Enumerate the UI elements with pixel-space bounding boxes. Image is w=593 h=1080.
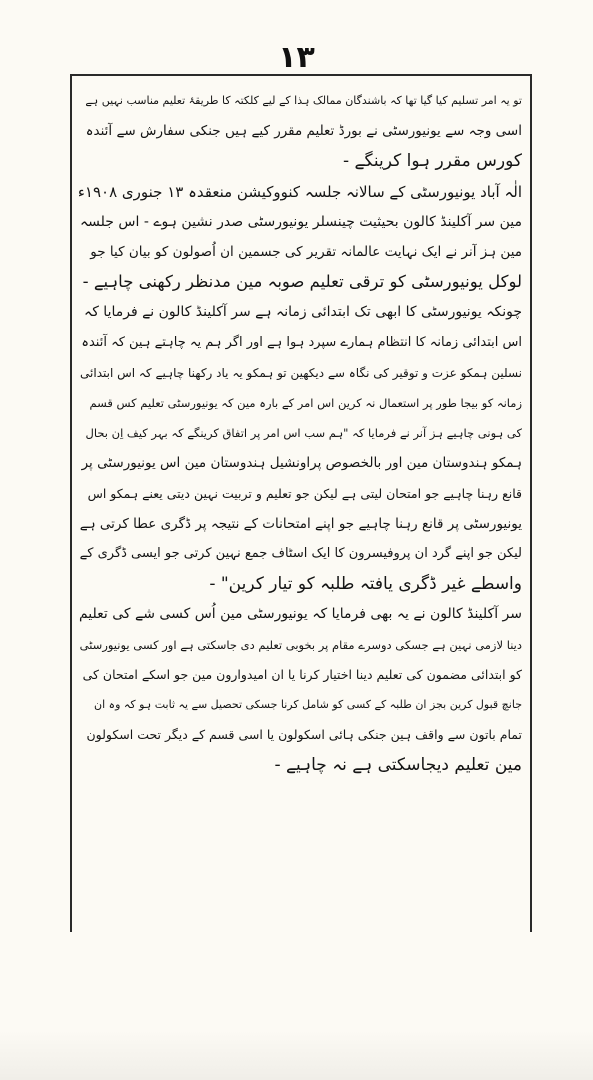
page-bottom-edge xyxy=(0,1030,593,1080)
text-line: ہمکو ہندوستان مین اور بالخصوص پراونشیل ہندوستان مین اس یونیورسٹی پر xyxy=(81,455,522,472)
text-line: کورس مقرر ہوا کرینگے - xyxy=(342,151,522,172)
text-line: یونیورسٹی پر قانع رہنا چاہیے جو اپنے امتحانات کے نتیجہ پر ڈگری عطا کرتی ہے xyxy=(79,515,522,532)
text-line: تمام باتون سے واقف ہین جنکی ہائی اسکولون یا اسی قسم کے دیگر تحت اسکولون xyxy=(86,727,522,743)
text-line: مین ہز آنر نے ایک نہایت عالمانہ تقریر کی جسمین ان اُصولون کو بیان کیا جو xyxy=(90,244,522,261)
paragraph xyxy=(76,297,522,599)
text-line: زمانہ کو بیجا طور پر استعمال نہ کرین اس امر کے بارہ مین کہ یونیورسٹی تعلیم کس قسم xyxy=(89,396,522,411)
text-line: مین تعلیم دیجاسکتی ہے نہ چاہیے - xyxy=(274,755,522,776)
text-line: چونکہ یونیورسٹی کا ابھی تک ابتدائی زمانہ ہے سر آکلینڈ کالون نے فرمایا کہ xyxy=(83,304,522,321)
paragraph xyxy=(76,86,522,177)
body-text xyxy=(76,86,522,781)
text-line: مین سر آکلینڈ کالون بحیثیت چینسلر یونیورسٹی صدر نشین ہوے - اس جلسہ xyxy=(79,213,522,230)
text-line: تو یہ امر تسلیم کیا گیا تھا کہ باشندگان ممالک ہذا کے لیے کلکتہ کا طریقۂ تعلیم مناسب نہیں ہے xyxy=(85,94,522,107)
text-line: قانع رہنا چاہیے جو امتحان لیتی ہے لیکن جو تعلیم و تربیت نہین دیتی یعنے ہمکو اس xyxy=(87,485,522,501)
text-line: لوکل یونیورسٹی کو ترقی تعلیم صوبہ مین مدنظر رکھنی چاہیے - xyxy=(82,272,522,292)
paragraph xyxy=(76,599,522,780)
text-line: لیکن جو اپنے گرد ان پروفیسرون کا ایک اسٹاف جمع نہین کرتی جو ایسی ڈگری کے xyxy=(79,546,522,562)
text-line: سر آکلینڈ کالون نے یہ بھی فرمایا کہ یونیورسٹی مین اُس کسی شے کی تعلیم xyxy=(78,606,522,623)
text-line: الٰہ آباد یونیورسٹی کے سالانہ جلسہ کنووکیشن منعقدہ ۱۳ جنوری ۱۹۰۸ء xyxy=(77,182,522,201)
text-line: کو ابتدائی مضمون کی تعلیم دینا اختیار کرنا یا ان امیدوارون مین جو اسکے امتحان کی xyxy=(82,666,522,682)
paragraph xyxy=(76,177,522,298)
text-line: جانچ قبول کرین بجز ان طلبہ کے کسی کو شامل کرنا جسکی تحصیل سے یہ ثابت ہو کہ وہ ان xyxy=(94,698,522,712)
text-line: کی ہونی چاہیے ہز آنر نے فرمایا کہ "ہم سب اس امر پر اتفاق کرینگے کہ بہر کیف اِن بحال xyxy=(85,426,522,441)
text-line: اسی وجہ سے یونیورسٹی نے بورڈ تعلیم مقرر کیے ہیں جنکی سفارش سے آئندہ xyxy=(85,123,522,140)
page-number: ١٣ xyxy=(278,40,315,75)
text-line: دینا لازمی نہین ہے جسکی دوسرے مقام پر بخوبی تعلیم دی جاسکتی ہے اور کسی یونیورسٹی xyxy=(79,637,522,652)
text-line: نسلین ہمکو عزت و توقیر کی نگاہ سے دیکھین تو ہمکو یہ یاد رکھنا چاہیے کہ اس ابتدائی xyxy=(80,365,522,380)
text-line: اس ابتدائی زمانہ کا انتظام ہمارے سپرد ہوا ہے اور اگر ہم یہ چاہتے ہین کہ آئندہ xyxy=(81,334,522,350)
text-line: واسطے غیر ڈگری یافتہ طلبہ کو تیار کرین" - xyxy=(209,574,522,595)
